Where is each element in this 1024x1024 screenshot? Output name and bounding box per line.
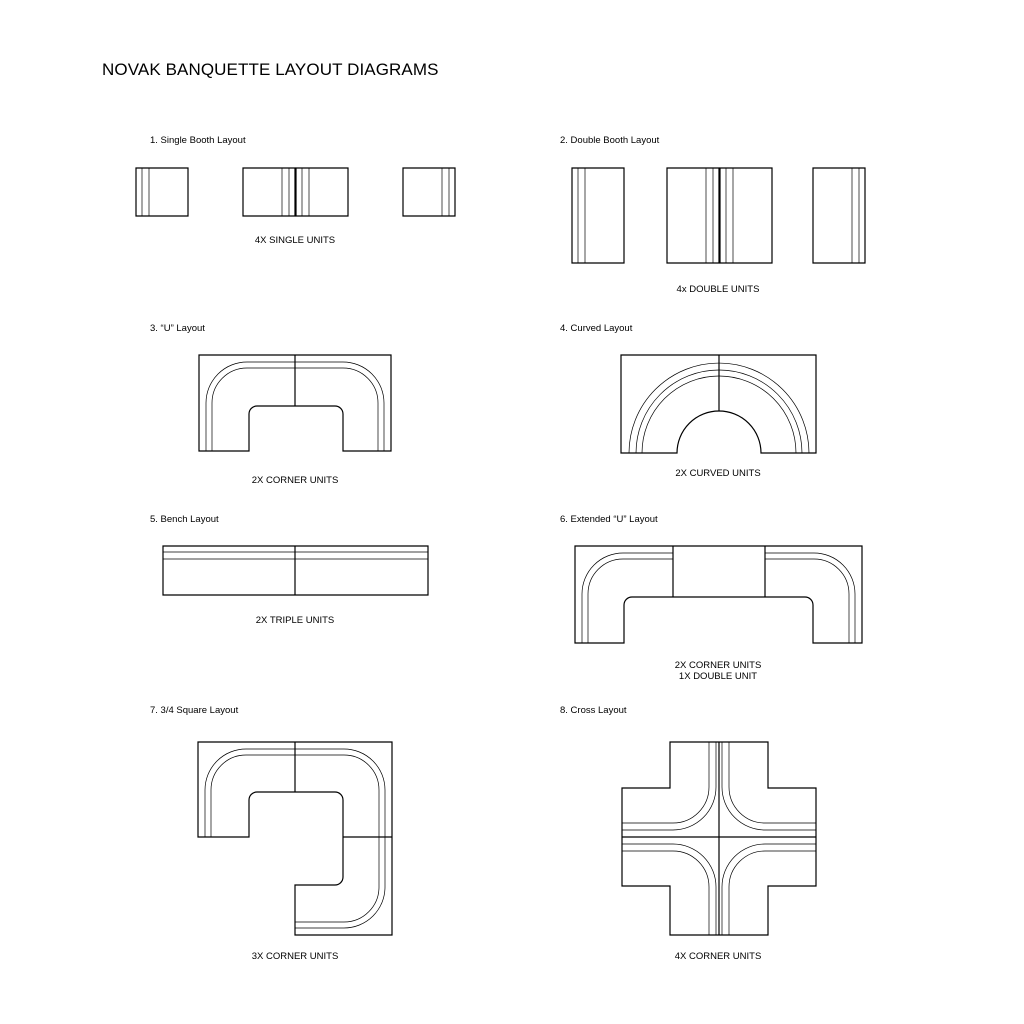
layout-7-label: 7. 3/4 Square Layout — [150, 705, 239, 716]
layout-3-caption: 2X CORNER UNITS — [251, 475, 339, 486]
layout-5-caption: 2X TRIPLE UNITS — [255, 615, 335, 626]
layout-8-caption: 4X CORNER UNITS — [674, 951, 762, 962]
single-booth-diagram — [136, 168, 455, 216]
double-unit — [720, 168, 772, 263]
double-booth-diagram — [572, 168, 865, 263]
layout-2-caption: 4x DOUBLE UNITS — [676, 284, 760, 295]
single-unit — [403, 168, 455, 216]
u-layout-diagram — [199, 355, 391, 451]
page-title: NOVAK BANQUETTE LAYOUT DIAGRAMS — [102, 60, 439, 79]
double-unit — [572, 168, 624, 263]
layout-4-caption: 2X CURVED UNITS — [675, 468, 761, 479]
layout-6-caption-line-2: 1X DOUBLE UNIT — [678, 671, 758, 682]
single-unit — [296, 168, 348, 216]
layout-5-label: 5. Bench Layout — [150, 514, 219, 525]
cross-layout-diagram — [622, 742, 816, 935]
curved-layout-diagram — [621, 355, 816, 453]
three-quarter-square-diagram — [198, 742, 392, 935]
layout-6-label: 6. Extended “U” Layout — [560, 514, 658, 525]
layout-8-label: 8. Cross Layout — [560, 705, 627, 716]
bench-layout-diagram — [163, 546, 428, 595]
single-unit — [243, 168, 295, 216]
extended-u-layout-diagram — [575, 546, 862, 643]
double-unit — [813, 168, 865, 263]
layout-1-label: 1. Single Booth Layout — [150, 135, 246, 146]
layout-3-label: 3. “U” Layout — [150, 323, 205, 334]
layout-1-caption: 4X SINGLE UNITS — [254, 235, 336, 246]
layout-6-caption-line-1: 2X CORNER UNITS — [674, 660, 762, 671]
layout-7-caption: 3X CORNER UNITS — [251, 951, 339, 962]
layout-2-label: 2. Double Booth Layout — [560, 135, 660, 146]
single-unit — [136, 168, 188, 216]
double-unit — [667, 168, 719, 263]
layout-4-label: 4. Curved Layout — [560, 323, 633, 334]
